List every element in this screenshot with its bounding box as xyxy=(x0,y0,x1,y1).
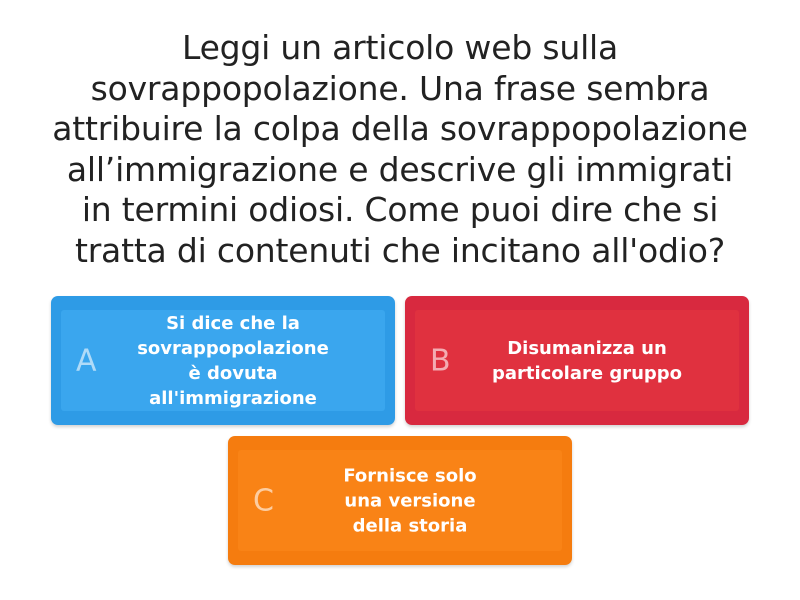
answer-label-line: Disumanizza un xyxy=(507,337,667,359)
question-line: Leggi un articolo web sulla xyxy=(181,28,619,67)
answer-label-line: della storia xyxy=(352,515,468,536)
question-line: sovrappopolazione. Una frase sembra xyxy=(90,68,710,108)
answer-label xyxy=(111,311,355,411)
question-line: in termini odiosi. Come puoi dire che si xyxy=(81,190,719,229)
question-text xyxy=(30,28,770,271)
answer-label xyxy=(288,463,532,538)
answer-label-line: Si dice che la xyxy=(166,312,300,334)
question-line: all’immigrazione e descrive gli immigrati xyxy=(66,149,734,189)
answer-label-line: particolare gruppo xyxy=(491,362,683,384)
answer-button-a[interactable] xyxy=(51,296,395,425)
question-line: tratta di contenuti che incitano all'odio? xyxy=(74,230,726,270)
answer-button-b[interactable] xyxy=(405,296,749,425)
answer-button-c[interactable] xyxy=(228,436,572,565)
answer-letter: C xyxy=(253,483,274,518)
answer-label-line: è dovuta xyxy=(188,362,278,384)
answer-letter: A xyxy=(76,343,97,378)
question-line: attribuire la colpa della sovrappopolazione xyxy=(52,109,748,148)
answer-label-line: sovrappopolazione xyxy=(137,337,329,359)
answer-label-line: all'immigrazione xyxy=(149,387,317,409)
answer-label xyxy=(465,336,709,386)
answer-letter: B xyxy=(430,343,451,378)
answer-label-line: una versione xyxy=(344,490,476,511)
answer-label-line: Fornisce solo xyxy=(343,465,477,486)
